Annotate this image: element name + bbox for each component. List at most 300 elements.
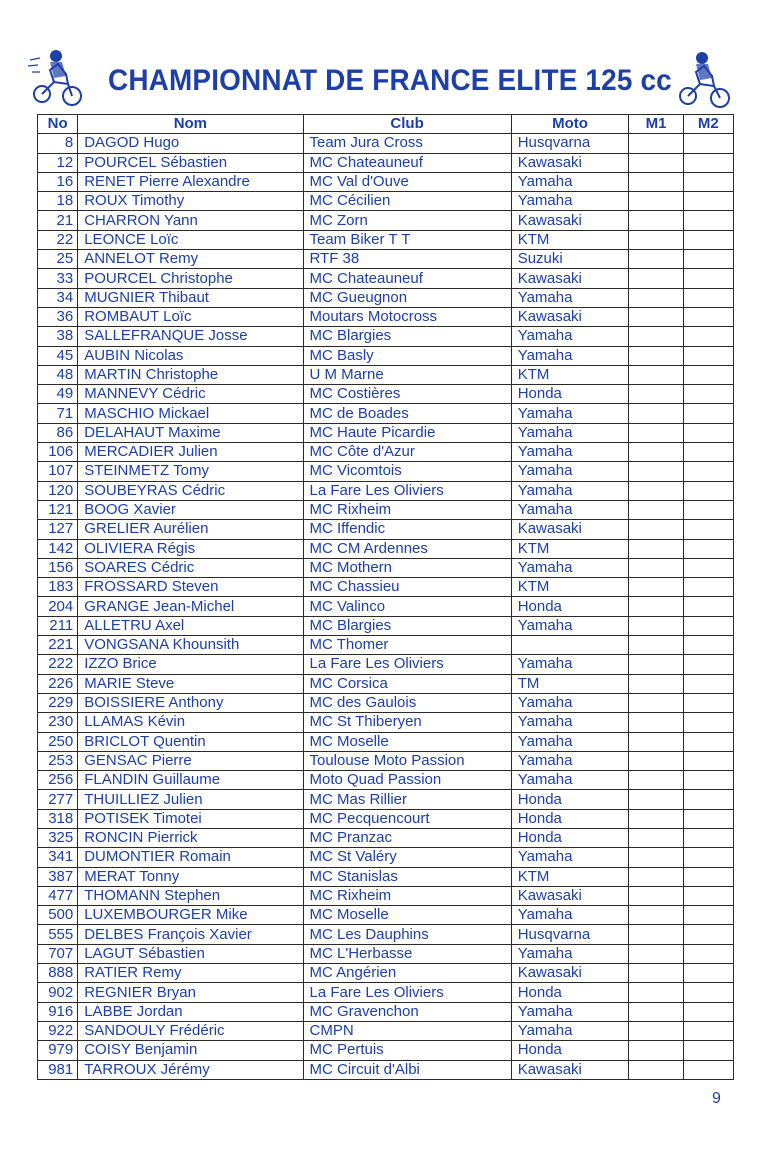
m1-result-cell — [629, 520, 683, 539]
m2-result-cell — [683, 886, 733, 905]
motorcycle-brand-cell: Yamaha — [511, 462, 629, 481]
table-row — [38, 520, 734, 539]
rider-name-cell: IZZO Brice — [78, 655, 303, 674]
rider-name-cell: GRELIER Aurélien — [78, 520, 303, 539]
table-row — [38, 307, 734, 326]
motorcycle-brand-cell: Yamaha — [511, 751, 629, 770]
table-row — [38, 1060, 734, 1079]
table-row — [38, 153, 734, 172]
m1-result-cell — [629, 674, 683, 693]
m1-result-cell — [629, 944, 683, 963]
motorcycle-brand-cell: KTM — [511, 365, 629, 384]
rider-name-cell: THOMANN Stephen — [78, 886, 303, 905]
rider-name-cell: AUBIN Nicolas — [78, 346, 303, 365]
motorcycle-brand-cell: Yamaha — [511, 1002, 629, 1021]
m2-result-cell — [683, 250, 733, 269]
m2-result-cell — [683, 172, 733, 191]
motorcycle-brand-cell: Honda — [511, 597, 629, 616]
m2-result-cell — [683, 385, 733, 404]
table-row — [38, 732, 734, 751]
m2-result-cell — [683, 693, 733, 712]
motorcycle-brand-cell: Yamaha — [511, 906, 629, 925]
column-header-m2: M2 — [683, 115, 733, 134]
club-cell: MC Valinco — [303, 597, 511, 616]
rider-name-cell: CHARRON Yann — [78, 211, 303, 230]
club-cell: Moto Quad Passion — [303, 771, 511, 790]
table-row — [38, 809, 734, 828]
club-cell: Team Jura Cross — [303, 134, 511, 153]
m1-result-cell — [629, 1060, 683, 1079]
motorcycle-brand-cell: Honda — [511, 1041, 629, 1060]
rider-number-cell: 25 — [38, 250, 78, 269]
m1-result-cell — [629, 307, 683, 326]
rider-name-cell: SOUBEYRAS Cédric — [78, 481, 303, 500]
table-row — [38, 558, 734, 577]
rider-name-cell: DAGOD Hugo — [78, 134, 303, 153]
club-cell: MC Val d'Ouve — [303, 172, 511, 191]
rider-number-cell: 12 — [38, 153, 78, 172]
m1-result-cell — [629, 906, 683, 925]
rider-number-cell: 253 — [38, 751, 78, 770]
rider-name-cell: LAGUT Sébastien — [78, 944, 303, 963]
table-row — [38, 751, 734, 770]
rider-number-cell: 230 — [38, 713, 78, 732]
table-row — [38, 983, 734, 1002]
m2-result-cell — [683, 790, 733, 809]
rider-number-cell: 127 — [38, 520, 78, 539]
rider-number-cell: 22 — [38, 230, 78, 249]
rider-number-cell: 16 — [38, 172, 78, 191]
m2-result-cell — [683, 944, 733, 963]
m2-result-cell — [683, 674, 733, 693]
rider-number-cell: 21 — [38, 211, 78, 230]
m2-result-cell — [683, 327, 733, 346]
m1-result-cell — [629, 597, 683, 616]
rider-name-cell: REGNIER Bryan — [78, 983, 303, 1002]
club-cell: MC Basly — [303, 346, 511, 365]
m2-result-cell — [683, 192, 733, 211]
m2-result-cell — [683, 655, 733, 674]
table-header-row — [38, 115, 734, 134]
m1-result-cell — [629, 771, 683, 790]
m1-result-cell — [629, 327, 683, 346]
m1-result-cell — [629, 211, 683, 230]
rider-name-cell: MASCHIO Mickael — [78, 404, 303, 423]
rider-number-cell: 204 — [38, 597, 78, 616]
table-row — [38, 828, 734, 847]
club-cell: MC Haute Picardie — [303, 423, 511, 442]
club-cell: MC Les Dauphins — [303, 925, 511, 944]
motorcycle-brand-cell: Yamaha — [511, 558, 629, 577]
rider-number-cell: 277 — [38, 790, 78, 809]
motorcycle-brand-cell — [511, 636, 629, 655]
rider-number-cell: 48 — [38, 365, 78, 384]
m1-result-cell — [629, 250, 683, 269]
rider-name-cell: BOOG Xavier — [78, 500, 303, 519]
m2-result-cell — [683, 500, 733, 519]
rider-number-cell: 387 — [38, 867, 78, 886]
table-row — [38, 288, 734, 307]
rider-name-cell: LUXEMBOURGER Mike — [78, 906, 303, 925]
motorcycle-brand-cell: Yamaha — [511, 192, 629, 211]
m1-result-cell — [629, 269, 683, 288]
m1-result-cell — [629, 1002, 683, 1021]
m2-result-cell — [683, 636, 733, 655]
motorcycle-brand-cell: Yamaha — [511, 172, 629, 191]
rider-name-cell: DUMONTIER Romain — [78, 848, 303, 867]
rider-number-cell: 38 — [38, 327, 78, 346]
club-cell: MC St Thiberyen — [303, 713, 511, 732]
table-row — [38, 616, 734, 635]
club-cell: MC Vicomtois — [303, 462, 511, 481]
club-cell: U M Marne — [303, 365, 511, 384]
table-row — [38, 539, 734, 558]
rider-name-cell: POURCEL Sébastien — [78, 153, 303, 172]
table-row — [38, 713, 734, 732]
club-cell: MC Iffendic — [303, 520, 511, 539]
entry-list-table — [37, 114, 734, 1080]
club-cell: MC Costières — [303, 385, 511, 404]
m1-result-cell — [629, 172, 683, 191]
motorcycle-brand-cell: KTM — [511, 230, 629, 249]
motorcycle-brand-cell: Honda — [511, 385, 629, 404]
table-row — [38, 597, 734, 616]
club-cell: MC Chateauneuf — [303, 269, 511, 288]
rider-number-cell: 979 — [38, 1041, 78, 1060]
m2-result-cell — [683, 867, 733, 886]
m2-result-cell — [683, 307, 733, 326]
m1-result-cell — [629, 925, 683, 944]
club-cell: MC de Boades — [303, 404, 511, 423]
table-row — [38, 674, 734, 693]
page-header — [0, 40, 767, 114]
m1-result-cell — [629, 153, 683, 172]
motorcycle-brand-cell: Yamaha — [511, 346, 629, 365]
motorcycle-brand-cell: Yamaha — [511, 404, 629, 423]
m1-result-cell — [629, 288, 683, 307]
m2-result-cell — [683, 230, 733, 249]
m1-result-cell — [629, 1041, 683, 1060]
m2-result-cell — [683, 346, 733, 365]
motorcycle-brand-cell: Kawasaki — [511, 886, 629, 905]
rider-number-cell: 222 — [38, 655, 78, 674]
club-cell: MC Pecquencourt — [303, 809, 511, 828]
rider-number-cell: 86 — [38, 423, 78, 442]
rider-number-cell: 226 — [38, 674, 78, 693]
motorcycle-brand-cell: Yamaha — [511, 655, 629, 674]
table-row — [38, 906, 734, 925]
motorcycle-brand-cell: Yamaha — [511, 288, 629, 307]
club-cell: MC L'Herbasse — [303, 944, 511, 963]
motocross-rider-icon — [676, 48, 732, 110]
rider-number-cell: 981 — [38, 1060, 78, 1079]
m1-result-cell — [629, 346, 683, 365]
table-row — [38, 134, 734, 153]
m1-result-cell — [629, 732, 683, 751]
rider-number-cell: 325 — [38, 828, 78, 847]
rider-name-cell: MERCADIER Julien — [78, 443, 303, 462]
column-header-no: No — [38, 115, 78, 134]
m2-result-cell — [683, 828, 733, 847]
rider-name-cell: LEONCE Loïc — [78, 230, 303, 249]
club-cell: MC Pranzac — [303, 828, 511, 847]
table-row — [38, 346, 734, 365]
m2-result-cell — [683, 462, 733, 481]
m1-result-cell — [629, 828, 683, 847]
table-row — [38, 848, 734, 867]
rider-number-cell: 256 — [38, 771, 78, 790]
rider-number-cell: 922 — [38, 1021, 78, 1040]
table-row — [38, 423, 734, 442]
rider-number-cell: 120 — [38, 481, 78, 500]
motorcycle-brand-cell: Yamaha — [511, 732, 629, 751]
club-cell: MC Blargies — [303, 616, 511, 635]
m1-result-cell — [629, 886, 683, 905]
rider-number-cell: 250 — [38, 732, 78, 751]
club-cell: CMPN — [303, 1021, 511, 1040]
m2-result-cell — [683, 520, 733, 539]
rider-name-cell: MARTIN Christophe — [78, 365, 303, 384]
table-row — [38, 250, 734, 269]
motorcycle-brand-cell: TM — [511, 674, 629, 693]
club-cell: MC Angérien — [303, 964, 511, 983]
m2-result-cell — [683, 288, 733, 307]
m2-result-cell — [683, 809, 733, 828]
column-header-m1: M1 — [629, 115, 683, 134]
rider-number-cell: 71 — [38, 404, 78, 423]
rider-name-cell: FLANDIN Guillaume — [78, 771, 303, 790]
m2-result-cell — [683, 443, 733, 462]
rider-number-cell: 229 — [38, 693, 78, 712]
rider-number-cell: 183 — [38, 578, 78, 597]
motorcycle-brand-cell: Honda — [511, 790, 629, 809]
rider-name-cell: MUGNIER Thibaut — [78, 288, 303, 307]
column-header-club: Club — [303, 115, 511, 134]
rider-number-cell: 36 — [38, 307, 78, 326]
club-cell: MC CM Ardennes — [303, 539, 511, 558]
m1-result-cell — [629, 751, 683, 770]
club-cell: MC Mas Rillier — [303, 790, 511, 809]
m1-result-cell — [629, 578, 683, 597]
table-row — [38, 655, 734, 674]
rider-number-cell: 156 — [38, 558, 78, 577]
table-row — [38, 269, 734, 288]
m2-result-cell — [683, 153, 733, 172]
rider-number-cell: 33 — [38, 269, 78, 288]
club-cell: Toulouse Moto Passion — [303, 751, 511, 770]
motorcycle-brand-cell: Honda — [511, 828, 629, 847]
table-row — [38, 230, 734, 249]
m2-result-cell — [683, 616, 733, 635]
table-body — [38, 134, 734, 1080]
motorcycle-brand-cell: KTM — [511, 867, 629, 886]
rider-name-cell: MARIE Steve — [78, 674, 303, 693]
rider-name-cell: POTISEK Timotei — [78, 809, 303, 828]
club-cell: MC Pertuis — [303, 1041, 511, 1060]
rider-name-cell: POURCEL Christophe — [78, 269, 303, 288]
rider-name-cell: ANNELOT Remy — [78, 250, 303, 269]
motorcycle-brand-cell: Husqvarna — [511, 134, 629, 153]
rider-name-cell: ALLETRU Axel — [78, 616, 303, 635]
table-row — [38, 462, 734, 481]
rider-name-cell: ROMBAUT Loïc — [78, 307, 303, 326]
rider-name-cell: DELAHAUT Maxime — [78, 423, 303, 442]
rider-number-cell: 707 — [38, 944, 78, 963]
m2-result-cell — [683, 211, 733, 230]
table-row — [38, 192, 734, 211]
rider-name-cell: SOARES Cédric — [78, 558, 303, 577]
rider-number-cell: 121 — [38, 500, 78, 519]
motorcycle-brand-cell: KTM — [511, 539, 629, 558]
m1-result-cell — [629, 443, 683, 462]
rider-number-cell: 142 — [38, 539, 78, 558]
rider-number-cell: 500 — [38, 906, 78, 925]
m1-result-cell — [629, 655, 683, 674]
table-row — [38, 500, 734, 519]
motorcycle-brand-cell: Husqvarna — [511, 925, 629, 944]
rider-name-cell: FROSSARD Steven — [78, 578, 303, 597]
club-cell: Moutars Motocross — [303, 307, 511, 326]
m1-result-cell — [629, 404, 683, 423]
rider-number-cell: 45 — [38, 346, 78, 365]
motorcycle-brand-cell: Kawasaki — [511, 269, 629, 288]
m1-result-cell — [629, 616, 683, 635]
m1-result-cell — [629, 192, 683, 211]
m1-result-cell — [629, 867, 683, 886]
club-cell: La Fare Les Oliviers — [303, 655, 511, 674]
table-row — [38, 481, 734, 500]
m2-result-cell — [683, 983, 733, 1002]
m2-result-cell — [683, 1002, 733, 1021]
table-row — [38, 925, 734, 944]
table-row — [38, 365, 734, 384]
club-cell: RTF 38 — [303, 250, 511, 269]
rider-name-cell: LABBE Jordan — [78, 1002, 303, 1021]
rider-name-cell: MANNEVY Cédric — [78, 385, 303, 404]
club-cell: MC Moselle — [303, 906, 511, 925]
club-cell: MC St Valéry — [303, 848, 511, 867]
m2-result-cell — [683, 134, 733, 153]
club-cell: Team Biker T T — [303, 230, 511, 249]
rider-name-cell: COISY Benjamin — [78, 1041, 303, 1060]
table-row — [38, 693, 734, 712]
table-row — [38, 964, 734, 983]
rider-number-cell: 34 — [38, 288, 78, 307]
table-row — [38, 886, 734, 905]
m2-result-cell — [683, 269, 733, 288]
rider-name-cell: DELBES François Xavier — [78, 925, 303, 944]
m2-result-cell — [683, 925, 733, 944]
column-header-nom: Nom — [78, 115, 303, 134]
m2-result-cell — [683, 558, 733, 577]
m2-result-cell — [683, 713, 733, 732]
club-cell: MC Thomer — [303, 636, 511, 655]
motorcycle-brand-cell: Yamaha — [511, 423, 629, 442]
rider-name-cell: BRICLOT Quentin — [78, 732, 303, 751]
m2-result-cell — [683, 597, 733, 616]
motorcycle-brand-cell: Kawasaki — [511, 964, 629, 983]
motorcycle-brand-cell: Yamaha — [511, 771, 629, 790]
motorcycle-brand-cell: Yamaha — [511, 481, 629, 500]
table-row — [38, 385, 734, 404]
rider-name-cell: RENET Pierre Alexandre — [78, 172, 303, 191]
rider-name-cell: GENSAC Pierre — [78, 751, 303, 770]
motorcycle-brand-cell: Honda — [511, 809, 629, 828]
table-row — [38, 1002, 734, 1021]
page-number: 9 — [712, 1090, 721, 1107]
motorcycle-brand-cell: Yamaha — [511, 944, 629, 963]
rider-number-cell: 107 — [38, 462, 78, 481]
m1-result-cell — [629, 539, 683, 558]
rider-name-cell: BOISSIERE Anthony — [78, 693, 303, 712]
m1-result-cell — [629, 636, 683, 655]
club-cell: MC Moselle — [303, 732, 511, 751]
rider-name-cell: RONCIN Pierrick — [78, 828, 303, 847]
club-cell: La Fare Les Oliviers — [303, 481, 511, 500]
rider-name-cell: RATIER Remy — [78, 964, 303, 983]
m2-result-cell — [683, 1021, 733, 1040]
m2-result-cell — [683, 732, 733, 751]
m1-result-cell — [629, 848, 683, 867]
motorcycle-brand-cell: Kawasaki — [511, 153, 629, 172]
m1-result-cell — [629, 790, 683, 809]
motorcycle-brand-cell: Yamaha — [511, 443, 629, 462]
motorcycle-brand-cell: Yamaha — [511, 848, 629, 867]
m2-result-cell — [683, 423, 733, 442]
m2-result-cell — [683, 906, 733, 925]
m2-result-cell — [683, 578, 733, 597]
club-cell: MC Stanislas — [303, 867, 511, 886]
rider-number-cell: 916 — [38, 1002, 78, 1021]
table-row — [38, 443, 734, 462]
rider-number-cell: 341 — [38, 848, 78, 867]
club-cell: MC Côte d'Azur — [303, 443, 511, 462]
motorcycle-brand-cell: Yamaha — [511, 616, 629, 635]
motorcycle-brand-cell: Kawasaki — [511, 1060, 629, 1079]
rider-number-cell: 555 — [38, 925, 78, 944]
rider-name-cell: TARROUX Jérémy — [78, 1060, 303, 1079]
rider-number-cell: 902 — [38, 983, 78, 1002]
rider-name-cell: VONGSANA Khounsith — [78, 636, 303, 655]
m1-result-cell — [629, 230, 683, 249]
rider-name-cell: ROUX Timothy — [78, 192, 303, 211]
motorcycle-brand-cell: Kawasaki — [511, 307, 629, 326]
club-cell: MC Rixheim — [303, 886, 511, 905]
motorcycle-brand-cell: Suzuki — [511, 250, 629, 269]
m1-result-cell — [629, 365, 683, 384]
m1-result-cell — [629, 983, 683, 1002]
rider-number-cell: 18 — [38, 192, 78, 211]
motorcycle-brand-cell: Kawasaki — [511, 520, 629, 539]
rider-name-cell: SALLEFRANQUE Josse — [78, 327, 303, 346]
rider-number-cell: 8 — [38, 134, 78, 153]
m1-result-cell — [629, 1021, 683, 1040]
m1-result-cell — [629, 558, 683, 577]
motorcycle-brand-cell: Yamaha — [511, 1021, 629, 1040]
club-cell: MC Chassieu — [303, 578, 511, 597]
rider-name-cell: SANDOULY Frédéric — [78, 1021, 303, 1040]
table-row — [38, 771, 734, 790]
rider-number-cell: 106 — [38, 443, 78, 462]
m1-result-cell — [629, 500, 683, 519]
motocross-rider-icon — [28, 46, 84, 108]
table-row — [38, 790, 734, 809]
club-cell: MC Cécilien — [303, 192, 511, 211]
table-row — [38, 211, 734, 230]
column-header-moto: Moto — [511, 115, 629, 134]
motorcycle-brand-cell: Yamaha — [511, 327, 629, 346]
m1-result-cell — [629, 385, 683, 404]
